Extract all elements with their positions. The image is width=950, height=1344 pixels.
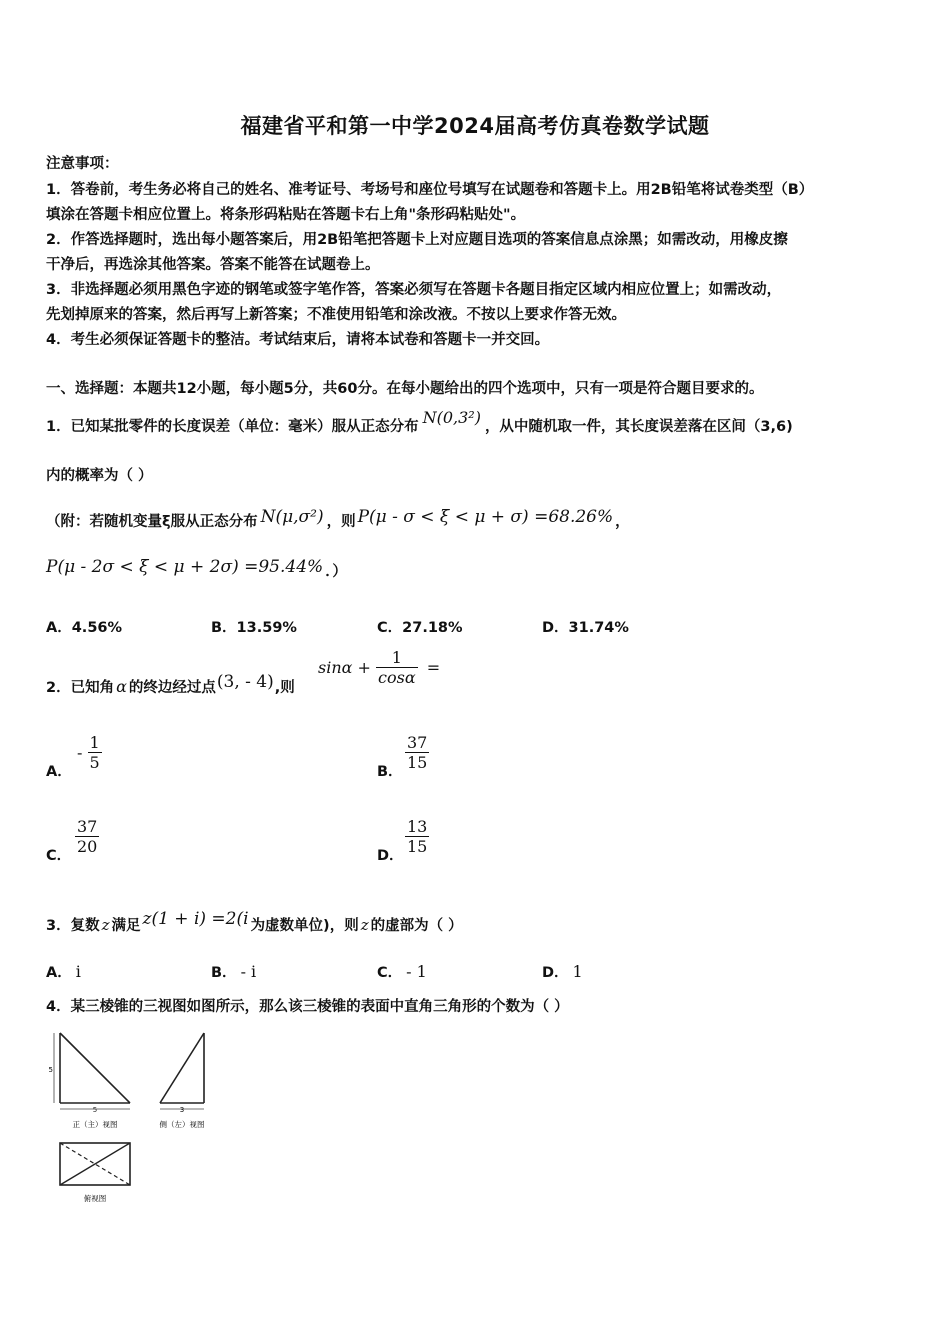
q3-text-a: 3．复数 xyxy=(46,918,100,934)
q2-option-b-label[interactable]: B． xyxy=(377,764,403,780)
q3-formula: z(1 + i) =2(i xyxy=(142,909,249,929)
q1-prob-formula-1: P(μ - σ < ξ < μ + σ) =68.26% xyxy=(357,507,614,527)
q1-note-a: （附：若随机变量ξ服从正态分布 xyxy=(46,514,258,530)
q1-prob-formula-2: P(μ - 2σ < ξ < μ + 2σ) =95.44% xyxy=(46,557,324,577)
q1-note xyxy=(46,507,630,531)
q2-expr-eq: = xyxy=(426,658,441,677)
front-view-hypotenuse xyxy=(60,1033,130,1103)
q2-text-c: ,则 xyxy=(274,680,295,696)
q3-option-c[interactable] xyxy=(377,961,427,982)
q2-expr-numerator: 1 xyxy=(376,648,418,668)
side-view-hypotenuse xyxy=(160,1033,204,1103)
q2-option-b-den: 15 xyxy=(407,753,428,772)
notes-heading: 注意事项： xyxy=(46,156,119,172)
q1-option-c[interactable]: C．27.18% xyxy=(377,620,463,636)
q1-option-d[interactable]: D．31.74% xyxy=(542,620,629,636)
q2-option-d-fraction xyxy=(405,817,429,856)
note-2a: 2．作答选择题时，选出每小题答案后，用2B铅笔把答题卡上对应题目选项的答案信息点涂黑；如需改动，用橡皮擦 xyxy=(46,232,788,248)
q2-stem xyxy=(46,672,295,697)
q3-option-d-label: D． xyxy=(542,965,569,981)
q1-stem xyxy=(46,408,793,436)
q3-option-a[interactable] xyxy=(46,961,81,982)
side-view-caption: 侧（左）视图 xyxy=(159,1120,205,1129)
note-3a: 3．非选择题必须用黑色字迹的钢笔或签字笔作答，答案必须写在答题卡各题目指定区域内相应位置上；如需改动， xyxy=(46,282,782,298)
note-3b: 先划掉原来的答案，然后再写上新答案；不准使用铅笔和涂改液。不按以上要求作答无效。 xyxy=(46,307,626,323)
q3-option-b-label: B． xyxy=(211,965,237,981)
q3-option-d-value: 1 xyxy=(572,962,583,981)
side-view-width-label: 3 xyxy=(179,1106,185,1114)
front-view-caption: 正（主）视图 xyxy=(72,1120,118,1129)
note-2b: 干净后，再选涂其他答案。答案不能答在试题卷上。 xyxy=(46,257,380,273)
q2-option-a-den: 5 xyxy=(89,753,100,772)
q3-option-a-label: A． xyxy=(46,965,72,981)
q3-option-b-value: - i xyxy=(240,962,257,981)
q3-option-b[interactable] xyxy=(211,961,256,982)
q3-option-c-label: C． xyxy=(377,965,403,981)
q2-option-a-num: 1 xyxy=(89,733,100,752)
q2-option-b-fraction xyxy=(405,733,429,772)
q2-option-d-value[interactable] xyxy=(405,817,429,856)
q1-text-c: 内的概率为（ ） xyxy=(46,468,153,484)
q1-option-b[interactable]: B．13.59% xyxy=(211,620,297,636)
q1-option-a[interactable]: A．4.56% xyxy=(46,620,123,636)
q2-option-b-value[interactable] xyxy=(405,733,429,772)
q2-text-a: 2．已知角 xyxy=(46,680,115,696)
top-view-caption: 俯视图 xyxy=(83,1194,107,1203)
q3-text-d: 的虚部为（ ） xyxy=(370,918,463,934)
q2-expr-fraction xyxy=(376,648,418,687)
q2-point: (3, - 4) xyxy=(216,672,274,692)
front-view xyxy=(49,1033,130,1129)
q1-note-b: ，则 xyxy=(326,514,356,530)
q2-option-c-value[interactable] xyxy=(75,817,99,856)
q2-option-a-value[interactable] xyxy=(77,733,102,772)
q1-note-line2 xyxy=(46,557,347,581)
q2-text-b: 的终边经过点 xyxy=(128,680,216,696)
q1-text-a: 1．已知某批零件的长度误差（单位：毫米）服从正态分布 xyxy=(46,419,419,435)
q2-expr-denominator: cosα xyxy=(378,668,416,687)
q2-option-a-sign: - xyxy=(77,743,83,762)
q2-option-d-den: 15 xyxy=(407,837,428,856)
q1-note-c: ， xyxy=(615,514,630,530)
q3-z-2: z xyxy=(360,916,369,934)
note-4: 4．考生必须保证答题卡的整洁。考试结束后，请将本试卷和答题卡一并交回。 xyxy=(46,332,550,348)
q4-stem: 4．某三棱锥的三视图如图所示，那么该三棱锥的表面中直角三角形的个数为（ ） xyxy=(46,999,569,1015)
q1-normal-formula-2: N(μ,σ²) xyxy=(260,507,324,527)
q2-option-c-fraction xyxy=(75,817,99,856)
q3-text-c: 为虚数单位)，则 xyxy=(250,918,359,934)
front-view-width-label: 5 xyxy=(92,1106,98,1114)
q2-option-a-label[interactable]: A． xyxy=(46,764,72,780)
q2-option-c-num: 37 xyxy=(77,817,98,836)
page-title: 福建省平和第一中学2024届高考仿真卷数学试题 xyxy=(240,114,710,138)
q3-text-b: 满足 xyxy=(111,918,141,934)
q3-stem xyxy=(46,909,463,935)
q2-expression xyxy=(318,648,440,687)
q2-option-d-num: 13 xyxy=(407,817,428,836)
q3-option-c-value: - 1 xyxy=(406,962,427,981)
note-1b: 填涂在答题卡相应位置上。将条形码粘贴在答题卡右上角"条形码粘贴处"。 xyxy=(46,207,526,223)
front-view-height-label: 5 xyxy=(48,1066,53,1074)
q3-option-a-value: i xyxy=(75,962,81,981)
section-heading: 一、选择题：本题共12小题，每小题5分，共60分。在每小题给出的四个选项中，只有一项是符合题目要求的。 xyxy=(46,381,764,397)
q2-option-c-den: 20 xyxy=(77,837,98,856)
q1-text-b: ，从中随机取一件，其长度误差落在区间（3,6) xyxy=(484,419,793,435)
q2-option-a-fraction xyxy=(88,733,102,772)
note-1a: 1．答卷前，考生务必将自己的姓名、准考证号、考场号和座位号填写在试题卷和答题卡上。用2B铅笔将试卷类型（B） xyxy=(46,182,814,198)
q1-note-d: ．） xyxy=(325,564,347,580)
q4-three-view-figure xyxy=(44,1025,224,1210)
q1-normal-formula: N(0,3²) xyxy=(422,408,481,427)
q3-z: z xyxy=(101,916,110,934)
top-view xyxy=(60,1143,130,1203)
q2-expr-a: sinα + xyxy=(318,658,371,677)
q2-option-d-label[interactable]: D． xyxy=(377,848,404,864)
side-view xyxy=(160,1033,205,1129)
q3-option-d[interactable] xyxy=(542,961,583,982)
q2-alpha: α xyxy=(116,677,127,696)
top-view-solid-diagonal xyxy=(60,1143,130,1185)
q2-option-c-label[interactable]: C． xyxy=(46,848,72,864)
q2-option-b-num: 37 xyxy=(407,733,428,752)
